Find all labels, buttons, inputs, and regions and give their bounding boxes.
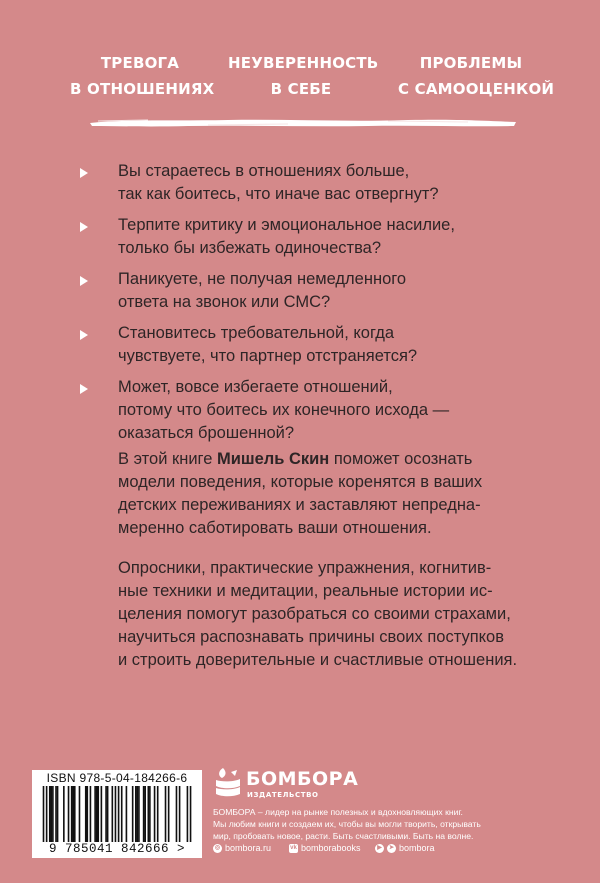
isbn-barcode: [32, 770, 202, 858]
instagram-icon: ◎: [214, 844, 221, 851]
list-item: Терпите критику и эмоциональное насилие, только бы избежать одиночества?: [0, 214, 600, 260]
barcode-bar: [94, 786, 96, 842]
barcode-bar: [57, 786, 59, 842]
barcode-bar: [165, 786, 167, 842]
barcode-bar: [49, 786, 51, 842]
barcode-bar: [144, 786, 146, 842]
barcode-bar: [143, 786, 145, 842]
barcode-bar: [149, 786, 151, 842]
barcode-bar: [52, 786, 54, 842]
question-list: [0, 160, 600, 453]
social-links: [213, 843, 513, 857]
social-link-vk[interactable]: vk bomborabooks: [290, 843, 361, 853]
barcode-bar: [179, 786, 181, 842]
barcode-bar: [96, 786, 98, 842]
list-item: Вы стараетесь в отношениях больше, так как боитесь, что иначе вас отвергнут?: [0, 160, 600, 206]
youtube-icon: ▶: [375, 844, 384, 853]
barcode-bar: [86, 786, 88, 842]
barcode-digits: 9 785041 842666 >: [48, 842, 186, 856]
publisher-about: БОМБОРА – лидер на рынке полезных и вдохновляющих книг. Мы любим книги и создаем их, чтобы вы могли творить, открывать мир, пробовать новое, расти. Быть счастливыми. Быть на волне.: [213, 807, 481, 841]
barcode-bar: [132, 786, 134, 842]
author-name: Мишель Скин: [216, 450, 330, 468]
barcode-bar: [154, 786, 156, 842]
barcode-bar: [85, 786, 87, 842]
barcode-bar: [55, 786, 57, 842]
barcode-bar: [138, 786, 140, 842]
triangle-bullet-icon: [80, 384, 88, 394]
barcode-bar: [107, 786, 109, 842]
isbn-number: ISBN 978-5-04-184266-6: [46, 771, 188, 785]
barcode-bar: [187, 786, 189, 842]
bombora-logo-icon: [213, 766, 243, 800]
brush-stroke-divider: [88, 116, 518, 130]
social-link-instagram[interactable]: ◎ bombora.ru: [214, 843, 272, 853]
social-link-telegram[interactable]: ▶ ➤ bombora: [375, 843, 435, 853]
barcode-bar: [51, 786, 53, 842]
barcode-bar: [121, 786, 123, 842]
barcode-bar: [68, 786, 70, 842]
barcode-bar: [190, 786, 192, 842]
barcode-bar: [176, 786, 178, 842]
triangle-bullet-icon: [80, 222, 88, 232]
barcode-bar: [72, 786, 74, 842]
vk-icon: vk: [290, 844, 297, 851]
barcode-bar: [135, 786, 137, 842]
tag-insecurity: НЕУВЕРЕННОСТЬ В СЕБЕ: [228, 54, 379, 98]
barcode-bar: [79, 786, 81, 842]
topic-tags: [0, 50, 600, 110]
triangle-bullet-icon: [80, 168, 88, 178]
tag-anxiety: ТРЕВОГА В ОТНОШЕНИЯХ: [70, 54, 215, 98]
barcode-bar: [46, 786, 48, 842]
list-item: Паникуете, не получая немедленного ответа на звонок или СМС?: [0, 268, 600, 314]
barcode-bar: [90, 786, 92, 842]
barcode-bar: [118, 786, 120, 842]
barcode-bar: [126, 786, 128, 842]
triangle-bullet-icon: [80, 330, 88, 340]
barcode-bar: [168, 786, 170, 842]
barcode-bar: [43, 786, 45, 842]
barcode-bar: [105, 786, 107, 842]
barcode-bar: [97, 786, 99, 842]
barcode-bar: [115, 786, 117, 842]
publisher-name: БОМБОРА: [246, 768, 359, 790]
description-paragraph-contents: Опросники, практические упражнения, когнитив- ные техники и медитации, реальные истории ис- целения помогут разобраться со своими страхами, научиться распознавать причины своих поступков и строить доверительные и счастливые отношения.: [118, 559, 518, 669]
publisher-subtitle: ИЗДАТЕЛЬСТВО: [247, 791, 319, 799]
barcode-bar: [137, 786, 139, 842]
triangle-bullet-icon: [80, 276, 88, 286]
barcode-bars: [38, 786, 196, 842]
list-item: Становитесь требовательной, когда чувствуете, что партнер отстраняется?: [0, 322, 600, 368]
barcode-bar: [101, 786, 103, 842]
description-paragraph-author: В этой книге Мишель Скин поможет осознать модели поведения, которые коренятся в ваших детских переживаниях и заставляют непредна- меренно саботировать ваши отношения.: [118, 450, 483, 537]
tag-self-esteem: ПРОБЛЕМЫ С САМООЦЕНКОЙ: [398, 54, 555, 98]
barcode-bar: [112, 786, 114, 842]
list-item: Может, вовсе избегаете отношений, потому что боитесь их конечного исхода — оказаться брошенной?: [0, 376, 600, 445]
barcode-bar: [157, 786, 159, 842]
barcode-bar: [74, 786, 76, 842]
telegram-icon: ➤: [388, 844, 395, 851]
barcode-bar: [71, 786, 73, 842]
barcode-bar: [148, 786, 150, 842]
barcode-bar: [63, 786, 65, 842]
